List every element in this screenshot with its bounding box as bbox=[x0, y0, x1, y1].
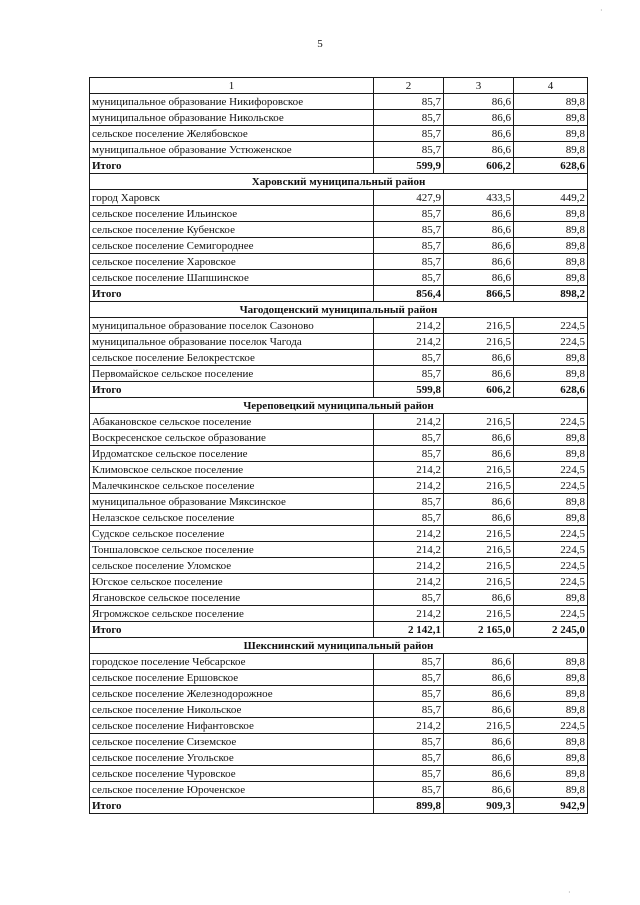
total-row bbox=[90, 286, 588, 302]
table-row bbox=[90, 686, 588, 702]
value-col-4: 89,8 bbox=[514, 670, 588, 686]
total-col-2: 599,9 bbox=[374, 158, 444, 174]
table-row bbox=[90, 254, 588, 270]
value-col-4: 89,8 bbox=[514, 446, 588, 462]
value-col-4: 89,8 bbox=[514, 206, 588, 222]
municipality-name: сельское поселение Угольское bbox=[90, 750, 374, 766]
value-col-2: 85,7 bbox=[374, 686, 444, 702]
value-col-3: 216,5 bbox=[444, 462, 514, 478]
value-col-3: 86,6 bbox=[444, 110, 514, 126]
total-col-4: 898,2 bbox=[514, 286, 588, 302]
value-col-4: 89,8 bbox=[514, 750, 588, 766]
municipality-name: муниципальное образование поселок Сазоново bbox=[90, 318, 374, 334]
total-row bbox=[90, 622, 588, 638]
municipality-name: Первомайское сельское поселение bbox=[90, 366, 374, 382]
value-col-3: 216,5 bbox=[444, 542, 514, 558]
value-col-2: 85,7 bbox=[374, 670, 444, 686]
table-row bbox=[90, 734, 588, 750]
value-col-4: 89,8 bbox=[514, 142, 588, 158]
municipality-name: Малечкинское сельское поселение bbox=[90, 478, 374, 494]
header-cell-3: 3 bbox=[444, 78, 514, 94]
value-col-2: 85,7 bbox=[374, 238, 444, 254]
municipality-name: Ягановское сельское поселение bbox=[90, 590, 374, 606]
municipality-name: сельское поселение Семигороднее bbox=[90, 238, 374, 254]
table-row bbox=[90, 190, 588, 206]
value-col-2: 85,7 bbox=[374, 446, 444, 462]
value-col-4: 89,8 bbox=[514, 782, 588, 798]
value-col-2: 85,7 bbox=[374, 366, 444, 382]
table-row bbox=[90, 430, 588, 446]
municipality-name: сельское поселение Харовское bbox=[90, 254, 374, 270]
value-col-4: 89,8 bbox=[514, 94, 588, 110]
value-col-2: 214,2 bbox=[374, 526, 444, 542]
total-col-3: 2 165,0 bbox=[444, 622, 514, 638]
total-col-2: 856,4 bbox=[374, 286, 444, 302]
value-col-2: 85,7 bbox=[374, 702, 444, 718]
value-col-2: 85,7 bbox=[374, 494, 444, 510]
municipality-name: сельское поселение Никольское bbox=[90, 702, 374, 718]
allocation-table bbox=[89, 77, 588, 814]
municipality-name: сельское поселение Ершовское bbox=[90, 670, 374, 686]
value-col-2: 85,7 bbox=[374, 782, 444, 798]
table-row bbox=[90, 414, 588, 430]
total-col-4: 628,6 bbox=[514, 382, 588, 398]
value-col-4: 89,8 bbox=[514, 702, 588, 718]
total-col-2: 2 142,1 bbox=[374, 622, 444, 638]
table-row bbox=[90, 670, 588, 686]
value-col-4: 224,5 bbox=[514, 414, 588, 430]
municipality-name: сельское поселение Шапшинское bbox=[90, 270, 374, 286]
value-col-2: 214,2 bbox=[374, 558, 444, 574]
value-col-4: 89,8 bbox=[514, 686, 588, 702]
value-col-4: 224,5 bbox=[514, 574, 588, 590]
table-row bbox=[90, 590, 588, 606]
municipality-name: Ягромжское сельское поселение bbox=[90, 606, 374, 622]
value-col-4: 89,8 bbox=[514, 766, 588, 782]
section-title: Харовский муниципальный район bbox=[90, 174, 588, 190]
value-col-3: 86,6 bbox=[444, 510, 514, 526]
total-row bbox=[90, 158, 588, 174]
table-row bbox=[90, 542, 588, 558]
table-row bbox=[90, 334, 588, 350]
value-col-4: 89,8 bbox=[514, 254, 588, 270]
value-col-3: 216,5 bbox=[444, 526, 514, 542]
table-body bbox=[90, 78, 588, 814]
value-col-2: 427,9 bbox=[374, 190, 444, 206]
value-col-2: 85,7 bbox=[374, 510, 444, 526]
total-col-3: 909,3 bbox=[444, 798, 514, 814]
value-col-4: 89,8 bbox=[514, 510, 588, 526]
value-col-3: 86,6 bbox=[444, 126, 514, 142]
municipality-name: город Харовск bbox=[90, 190, 374, 206]
value-col-3: 216,5 bbox=[444, 574, 514, 590]
value-col-2: 85,7 bbox=[374, 590, 444, 606]
value-col-3: 216,5 bbox=[444, 606, 514, 622]
corner-mark: · bbox=[600, 6, 603, 15]
value-col-4: 89,8 bbox=[514, 734, 588, 750]
table-row bbox=[90, 318, 588, 334]
total-col-3: 606,2 bbox=[444, 158, 514, 174]
table-row bbox=[90, 462, 588, 478]
value-col-3: 86,6 bbox=[444, 494, 514, 510]
table-row bbox=[90, 94, 588, 110]
total-label: Итого bbox=[90, 622, 374, 638]
value-col-3: 86,6 bbox=[444, 366, 514, 382]
value-col-2: 214,2 bbox=[374, 574, 444, 590]
municipality-name: Судское сельское поселение bbox=[90, 526, 374, 542]
value-col-4: 89,8 bbox=[514, 654, 588, 670]
value-col-2: 214,2 bbox=[374, 462, 444, 478]
value-col-3: 86,6 bbox=[444, 142, 514, 158]
value-col-3: 86,6 bbox=[444, 766, 514, 782]
table-row bbox=[90, 126, 588, 142]
value-col-2: 214,2 bbox=[374, 542, 444, 558]
value-col-3: 86,6 bbox=[444, 222, 514, 238]
municipality-name: сельское поселение Нифантовское bbox=[90, 718, 374, 734]
value-col-3: 86,6 bbox=[444, 686, 514, 702]
municipality-name: Нелазское сельское поселение bbox=[90, 510, 374, 526]
section-title: Шекснинский муниципальный район bbox=[90, 638, 588, 654]
value-col-4: 89,8 bbox=[514, 222, 588, 238]
value-col-3: 86,6 bbox=[444, 590, 514, 606]
value-col-4: 224,5 bbox=[514, 542, 588, 558]
corner-mark: · bbox=[568, 888, 571, 897]
total-col-4: 942,9 bbox=[514, 798, 588, 814]
total-col-2: 599,8 bbox=[374, 382, 444, 398]
municipality-name: муниципальное образование Никольское bbox=[90, 110, 374, 126]
municipality-name: Воскресенское сельское образование bbox=[90, 430, 374, 446]
value-col-3: 216,5 bbox=[444, 718, 514, 734]
table-row bbox=[90, 366, 588, 382]
value-col-2: 85,7 bbox=[374, 734, 444, 750]
value-col-2: 85,7 bbox=[374, 126, 444, 142]
table-row bbox=[90, 478, 588, 494]
municipality-name: Климовское сельское поселение bbox=[90, 462, 374, 478]
municipality-name: сельское поселение Кубенское bbox=[90, 222, 374, 238]
value-col-3: 86,6 bbox=[444, 350, 514, 366]
value-col-3: 86,6 bbox=[444, 654, 514, 670]
table-row bbox=[90, 782, 588, 798]
municipality-name: муниципальное образование Устюженское bbox=[90, 142, 374, 158]
value-col-2: 85,7 bbox=[374, 142, 444, 158]
section-header-row bbox=[90, 174, 588, 190]
municipality-name: сельское поселение Желябовское bbox=[90, 126, 374, 142]
value-col-3: 86,6 bbox=[444, 254, 514, 270]
value-col-2: 85,7 bbox=[374, 222, 444, 238]
value-col-4: 449,2 bbox=[514, 190, 588, 206]
total-label: Итого bbox=[90, 158, 374, 174]
section-header-row bbox=[90, 302, 588, 318]
total-col-2: 899,8 bbox=[374, 798, 444, 814]
municipality-name: городское поселение Чебсарское bbox=[90, 654, 374, 670]
value-col-4: 89,8 bbox=[514, 110, 588, 126]
table-row bbox=[90, 702, 588, 718]
municipality-name: муниципальное образование Никифоровское bbox=[90, 94, 374, 110]
municipality-name: сельское поселение Ильинское bbox=[90, 206, 374, 222]
value-col-2: 85,7 bbox=[374, 270, 444, 286]
value-col-3: 86,6 bbox=[444, 94, 514, 110]
value-col-3: 86,6 bbox=[444, 750, 514, 766]
value-col-4: 89,8 bbox=[514, 430, 588, 446]
value-col-3: 216,5 bbox=[444, 334, 514, 350]
value-col-2: 85,7 bbox=[374, 430, 444, 446]
municipality-name: сельское поселение Уломское bbox=[90, 558, 374, 574]
value-col-4: 89,8 bbox=[514, 494, 588, 510]
value-col-3: 86,6 bbox=[444, 238, 514, 254]
value-col-4: 224,5 bbox=[514, 478, 588, 494]
municipality-name: сельское поселение Белокрестское bbox=[90, 350, 374, 366]
table-row bbox=[90, 718, 588, 734]
municipality-name: Абакановское сельское поселение bbox=[90, 414, 374, 430]
total-col-3: 606,2 bbox=[444, 382, 514, 398]
value-col-4: 89,8 bbox=[514, 590, 588, 606]
total-col-4: 628,6 bbox=[514, 158, 588, 174]
municipality-name: сельское поселение Чуровское bbox=[90, 766, 374, 782]
value-col-3: 86,6 bbox=[444, 782, 514, 798]
value-col-4: 89,8 bbox=[514, 350, 588, 366]
value-col-3: 216,5 bbox=[444, 558, 514, 574]
municipality-name: сельское поселение Юроченское bbox=[90, 782, 374, 798]
value-col-4: 89,8 bbox=[514, 366, 588, 382]
table-row bbox=[90, 110, 588, 126]
value-col-3: 86,6 bbox=[444, 702, 514, 718]
table-row bbox=[90, 558, 588, 574]
value-col-3: 86,6 bbox=[444, 670, 514, 686]
value-col-3: 86,6 bbox=[444, 446, 514, 462]
table-row bbox=[90, 238, 588, 254]
municipality-name: муниципальное образование поселок Чагода bbox=[90, 334, 374, 350]
table-row bbox=[90, 494, 588, 510]
value-col-2: 85,7 bbox=[374, 206, 444, 222]
value-col-3: 86,6 bbox=[444, 734, 514, 750]
value-col-2: 85,7 bbox=[374, 254, 444, 270]
value-col-4: 224,5 bbox=[514, 334, 588, 350]
value-col-4: 224,5 bbox=[514, 558, 588, 574]
value-col-2: 85,7 bbox=[374, 750, 444, 766]
value-col-4: 224,5 bbox=[514, 718, 588, 734]
value-col-4: 89,8 bbox=[514, 270, 588, 286]
value-col-4: 224,5 bbox=[514, 526, 588, 542]
municipality-name: Ирдоматское сельское поселение bbox=[90, 446, 374, 462]
value-col-4: 89,8 bbox=[514, 238, 588, 254]
section-header-row bbox=[90, 638, 588, 654]
value-col-3: 86,6 bbox=[444, 206, 514, 222]
table-row bbox=[90, 142, 588, 158]
municipality-name: сельское поселение Железнодорожное bbox=[90, 686, 374, 702]
municipality-name: Югское сельское поселение bbox=[90, 574, 374, 590]
total-col-3: 866,5 bbox=[444, 286, 514, 302]
value-col-4: 224,5 bbox=[514, 318, 588, 334]
header-cell-2: 2 bbox=[374, 78, 444, 94]
section-header-row bbox=[90, 398, 588, 414]
table-row bbox=[90, 510, 588, 526]
value-col-2: 85,7 bbox=[374, 110, 444, 126]
total-label: Итого bbox=[90, 286, 374, 302]
value-col-2: 214,2 bbox=[374, 606, 444, 622]
header-cell-4: 4 bbox=[514, 78, 588, 94]
value-col-3: 86,6 bbox=[444, 270, 514, 286]
header-row bbox=[90, 78, 588, 94]
table-row bbox=[90, 654, 588, 670]
value-col-3: 433,5 bbox=[444, 190, 514, 206]
table-row bbox=[90, 526, 588, 542]
table-row bbox=[90, 350, 588, 366]
table-row bbox=[90, 574, 588, 590]
value-col-2: 214,2 bbox=[374, 718, 444, 734]
value-col-2: 214,2 bbox=[374, 334, 444, 350]
value-col-2: 85,7 bbox=[374, 654, 444, 670]
value-col-2: 85,7 bbox=[374, 350, 444, 366]
total-row bbox=[90, 798, 588, 814]
value-col-2: 214,2 bbox=[374, 478, 444, 494]
value-col-2: 214,2 bbox=[374, 318, 444, 334]
table-row bbox=[90, 446, 588, 462]
header-cell-1: 1 bbox=[90, 78, 374, 94]
value-col-4: 224,5 bbox=[514, 462, 588, 478]
total-label: Итого bbox=[90, 382, 374, 398]
table-row bbox=[90, 766, 588, 782]
table-row bbox=[90, 606, 588, 622]
value-col-3: 86,6 bbox=[444, 430, 514, 446]
total-row bbox=[90, 382, 588, 398]
section-title: Череповецкий муниципальный район bbox=[90, 398, 588, 414]
section-title: Чагодощенский муниципальный район bbox=[90, 302, 588, 318]
table-row bbox=[90, 270, 588, 286]
page-number: 5 bbox=[317, 38, 323, 50]
table-row bbox=[90, 222, 588, 238]
value-col-3: 216,5 bbox=[444, 478, 514, 494]
municipality-name: Тоншаловское сельское поселение bbox=[90, 542, 374, 558]
value-col-3: 216,5 bbox=[444, 318, 514, 334]
table-row bbox=[90, 206, 588, 222]
total-label: Итого bbox=[90, 798, 374, 814]
value-col-2: 214,2 bbox=[374, 414, 444, 430]
value-col-2: 85,7 bbox=[374, 94, 444, 110]
value-col-4: 224,5 bbox=[514, 606, 588, 622]
total-col-4: 2 245,0 bbox=[514, 622, 588, 638]
municipality-name: муниципальное образование Мяксинское bbox=[90, 494, 374, 510]
municipality-name: сельское поселение Сиземское bbox=[90, 734, 374, 750]
value-col-3: 216,5 bbox=[444, 414, 514, 430]
table-row bbox=[90, 750, 588, 766]
value-col-4: 89,8 bbox=[514, 126, 588, 142]
value-col-2: 85,7 bbox=[374, 766, 444, 782]
